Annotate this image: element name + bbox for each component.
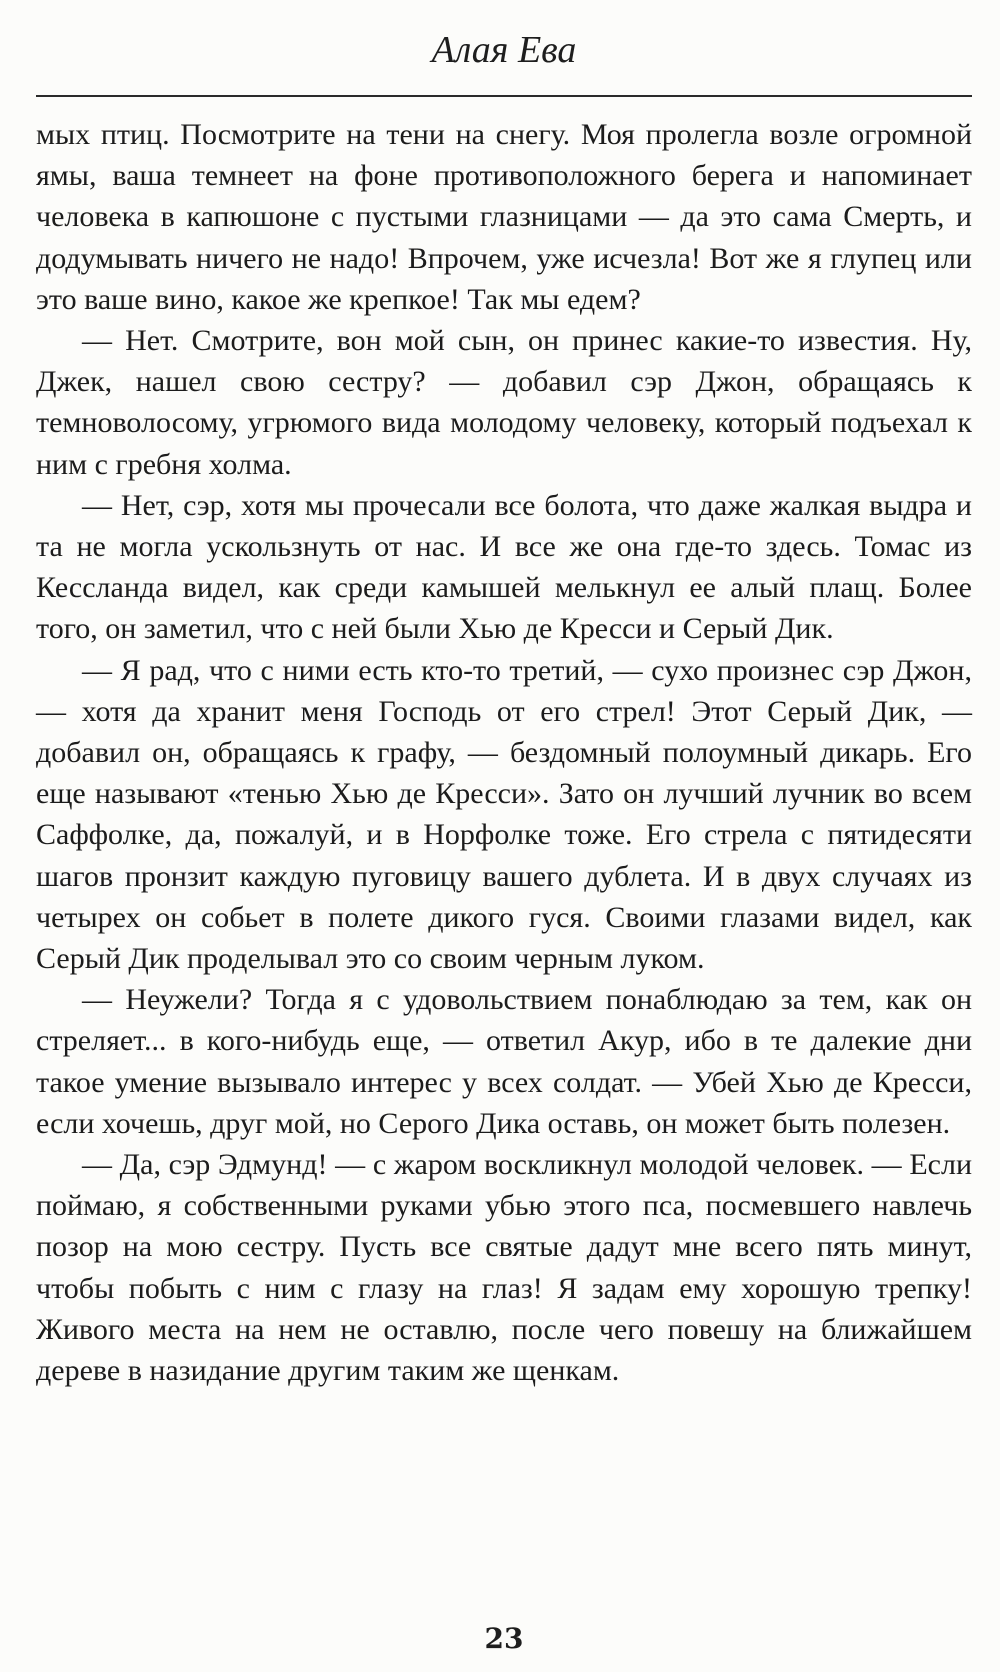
paragraph-continued: мых птиц. Посмотрите на тени на снегу. Моя пролегла возле огромной ямы, ваша темнеет на фоне противоположного берега и напоминает человека в капюшоне с пустыми глазницами — да это сама Смерть, и додумывать ничего не надо! Впрочем, уже исчезла! Вот же я глупец или это ваше вино, какое же крепкое! Так мы едем? (36, 118, 972, 316)
paragraph: — Я рад, что с ними есть кто-то третий, — сухо произнес сэр Джон, — хотя да хранит меня Господь от его стрел! Этот Серый Дик, — добавил он, обращаясь к графу, — бездомный полоумный дикарь. Его еще называют «тенью Хью де Кресси». Зато он лучший лучник во всем Саффолке, да, пожалуй, и в Норфолке тоже. Его стрела с пятидесяти шагов пронзит каждую пуговицу вашего дублета. И в двух случаях из четырех он собьет в полете дикого гуся. Своими глазами видел, как Серый Дик проделывал это со своим черным луком. (36, 653, 972, 976)
paragraph: — Нет. Смотрите, вон мой сын, он принес какие-то известия. Ну, Джек, нашел свою сестру? — добавил сэр Джон, обращаясь к темноволосому, угрюмого вида молодому человеку, который подъехал к ним с гребня холма. (36, 324, 972, 481)
paragraph: — Да, сэр Эдмунд! — с жаром воскликнул молодой человек. — Если поймаю, я собственными руками убью этого пса, посмевшего навлечь позор на мою сестру. Пусть все святые дадут мне всего пять минут, чтобы побыть с ним с глазу на глаз! Я задам ему хорошую трепку! Живого места на нем не оставлю, после чего повешу на ближайшем дереве в назидание другим таким же щенкам. (36, 1148, 972, 1388)
header-rule (36, 95, 972, 97)
paragraph: — Нет, сэр, хотя мы прочесали все болота, что даже жалкая выдра и та не могла ускользнуть от нас. И все же она где-то здесь. Томас из Кессланда видел, как среди камышей мелькнул ее алый плащ. Более того, он заметил, что с ней были Хью де Кресси и Серый Дик. (36, 488, 972, 646)
page-number: 23 (484, 1622, 524, 1655)
book-page (36, 0, 972, 1672)
paragraph: — Неужели? Тогда я с удовольствием понаблюдаю за тем, как он стреляет... в кого-нибудь еще, — ответил Акур, ибо в те далекие дни такое умение вызывало интерес у всех солдат. — Убей Хью де Кресси, если хочешь, друг мой, но Серого Дика оставь, он может быть полезен. (36, 983, 972, 1140)
body-text (36, 114, 972, 1391)
running-title: Алая Ева (431, 29, 577, 71)
